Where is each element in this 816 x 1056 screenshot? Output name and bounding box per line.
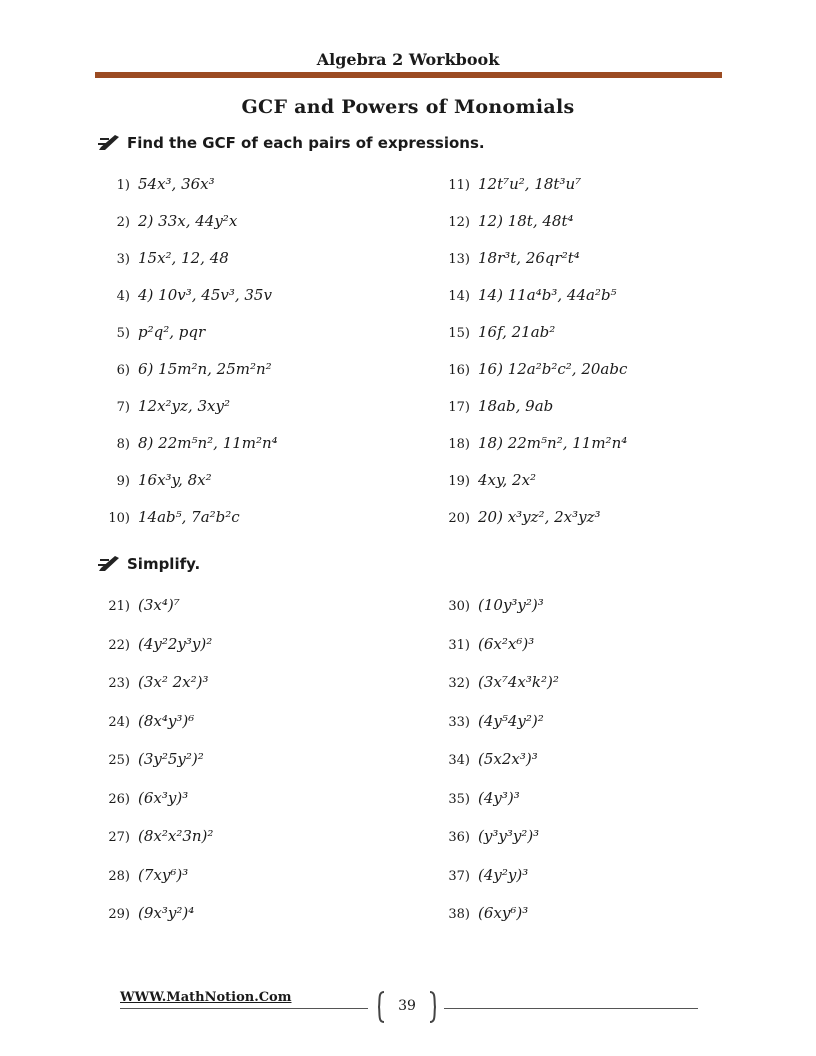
problem-item	[444, 712, 544, 730]
footer-rule-right	[444, 1008, 698, 1009]
problem-item	[104, 904, 194, 922]
problem-number: 27)	[108, 830, 130, 845]
problem-item	[104, 286, 272, 304]
problem-number: 20)	[448, 511, 470, 526]
problem-number: 33)	[448, 714, 470, 730]
problem-item	[444, 789, 520, 807]
problem-item	[104, 789, 188, 807]
problem-number: 8)	[116, 437, 130, 452]
problem-number: 29)	[108, 907, 130, 922]
problem-number: 18)	[448, 437, 470, 452]
problem-number: 38)	[448, 907, 470, 922]
page-number-frame	[374, 990, 440, 1024]
problem-item	[444, 866, 528, 884]
problem-item	[104, 508, 240, 526]
problem-number: 19)	[448, 474, 470, 489]
problem-number: 16)	[448, 363, 470, 378]
problem-item	[104, 360, 272, 378]
problem-expression: (7xy⁶)³	[138, 865, 189, 884]
problem-expression: (5x2x³)³	[478, 750, 538, 768]
problem-item	[444, 175, 581, 193]
pencil-icon	[97, 555, 121, 573]
problem-expression: 54x³, 36x³	[138, 175, 215, 193]
problem-expression: (4y²y)³	[478, 865, 529, 884]
problem-number: 26)	[108, 791, 130, 807]
problem-expression: 12) 18t, 48t⁴	[478, 212, 574, 230]
problem-expression: (3x⁴)⁷	[138, 596, 180, 614]
pencil-icon	[97, 134, 121, 152]
problem-number: 7)	[116, 400, 130, 415]
problem-number: 4)	[116, 289, 130, 304]
problem-expression: (3x⁷4x³k²)²	[478, 673, 559, 691]
problem-item	[444, 471, 536, 489]
problem-item	[444, 434, 627, 452]
problem-number: 3)	[116, 252, 130, 267]
problem-item	[104, 635, 212, 653]
problem-number: 13)	[448, 252, 470, 267]
problem-expression: (4y⁵4y²)²	[478, 711, 544, 730]
workbook-title: Algebra 2 Workbook	[316, 50, 500, 69]
problem-item	[104, 673, 209, 691]
problem-item	[444, 323, 555, 341]
problem-item	[104, 750, 204, 768]
problem-item	[444, 750, 538, 768]
problem-number: 17)	[448, 400, 470, 415]
problem-item	[104, 175, 215, 193]
problem-expression: (4y³)³	[478, 788, 520, 807]
problem-number: 21)	[108, 599, 130, 614]
problem-expression: 15x², 12, 48	[138, 249, 229, 267]
problem-expression: (8x²x²3n)²	[138, 827, 214, 845]
problem-expression: (3y²5y²)²	[138, 750, 204, 768]
problem-expression: 18) 22m⁵n², 11m²n⁴	[478, 434, 628, 452]
problem-number: 25)	[108, 753, 130, 768]
section-gcf-title	[97, 134, 485, 152]
problem-number: 28)	[108, 868, 130, 884]
problem-number: 11)	[448, 178, 470, 193]
problem-item	[104, 397, 230, 415]
problem-expression: (10y³y²)³	[478, 596, 544, 614]
problem-item	[104, 827, 213, 845]
problem-expression: 18r³t, 26qr²t⁴	[478, 249, 580, 267]
problem-item	[444, 673, 559, 691]
problem-expression: 16) 12a²b²c², 20abc	[478, 360, 628, 378]
page-number: 39	[398, 998, 416, 1014]
problem-number: 30)	[448, 599, 470, 614]
problem-number: 2)	[116, 215, 130, 230]
problem-number: 31)	[448, 637, 470, 653]
problem-expression: 16f, 21ab²	[478, 323, 556, 341]
problem-item	[444, 249, 580, 267]
problem-expression: (y³y³y²)³	[478, 827, 540, 845]
problem-number: 22)	[108, 637, 130, 653]
problem-expression: (6x²x⁶)³	[478, 634, 535, 653]
problem-expression: (9x³y²)⁴	[138, 904, 195, 922]
problem-number: 36)	[448, 830, 470, 845]
problem-expression: (3x² 2x²)³	[138, 673, 209, 691]
problem-number: 5)	[116, 326, 130, 341]
page-heading: GCF and Powers of Monomials	[241, 96, 575, 118]
section-simplify-title	[97, 555, 200, 573]
problem-number: 12)	[448, 215, 470, 230]
problem-item	[444, 596, 544, 614]
problem-item	[104, 212, 237, 230]
problem-number: 1)	[116, 178, 130, 193]
problem-expression: 4) 10v³, 45v³, 35v	[138, 286, 272, 304]
problem-item	[444, 904, 528, 922]
problem-expression: 12x²yz, 3xy²	[138, 397, 230, 415]
problem-expression: 18ab, 9ab	[478, 397, 554, 415]
problem-item	[444, 827, 539, 845]
problem-item	[444, 286, 617, 304]
problem-expression: 12t⁷u², 18t³u⁷	[478, 175, 582, 193]
problem-expression: 14) 11a⁴b³, 44a²b⁵	[478, 286, 617, 304]
problem-expression: 2) 33x, 44y²x	[138, 212, 238, 230]
problem-item	[444, 397, 553, 415]
problem-expression: 8) 22m⁵n², 11m²n⁴	[138, 434, 278, 452]
footer-url[interactable]: WWW.MathNotion.Com	[120, 990, 292, 1005]
problem-item	[104, 249, 229, 267]
problem-expression: (4y²2y³y)²	[138, 634, 213, 653]
problem-number: 6)	[116, 363, 130, 378]
problem-item	[444, 508, 601, 526]
problem-number: 9)	[116, 474, 130, 489]
section-gcf-label: Find the GCF of each pairs of expressions.	[127, 134, 485, 152]
problem-item	[104, 471, 212, 489]
problem-item	[104, 712, 194, 730]
problem-expression: 14ab⁵, 7a²b²c	[138, 508, 240, 526]
problem-expression: 4xy, 2x²	[478, 471, 537, 489]
problem-item	[104, 866, 188, 884]
problem-number: 14)	[448, 289, 470, 304]
problem-number: 10)	[108, 511, 130, 526]
section-simplify-label: Simplify.	[127, 555, 201, 573]
problem-number: 23)	[108, 676, 130, 691]
problem-number: 37)	[448, 868, 470, 884]
problem-item	[104, 323, 205, 341]
problem-expression: (6x³y)³	[138, 788, 189, 807]
footer-rule-left	[120, 1008, 368, 1009]
problem-expression: p²q², pqr	[138, 323, 206, 341]
problem-number: 32)	[448, 676, 470, 691]
problem-number: 24)	[108, 714, 130, 730]
problem-item	[444, 212, 574, 230]
problem-expression: (8x⁴y³)⁶	[138, 711, 195, 730]
problem-expression: (6xy⁶)³	[478, 904, 529, 922]
problem-number: 34)	[448, 753, 470, 768]
problem-expression: 20) x³yz², 2x³yz³	[478, 508, 601, 526]
problem-expression: 16x³y, 8x²	[138, 471, 212, 489]
problem-number: 35)	[448, 791, 470, 807]
header-rule	[95, 72, 722, 78]
problem-number: 15)	[448, 326, 470, 341]
problem-expression: 6) 15m²n, 25m²n²	[138, 360, 272, 378]
problem-item	[444, 635, 534, 653]
problem-item	[104, 434, 278, 452]
problem-item	[104, 596, 180, 614]
problem-item	[444, 360, 627, 378]
